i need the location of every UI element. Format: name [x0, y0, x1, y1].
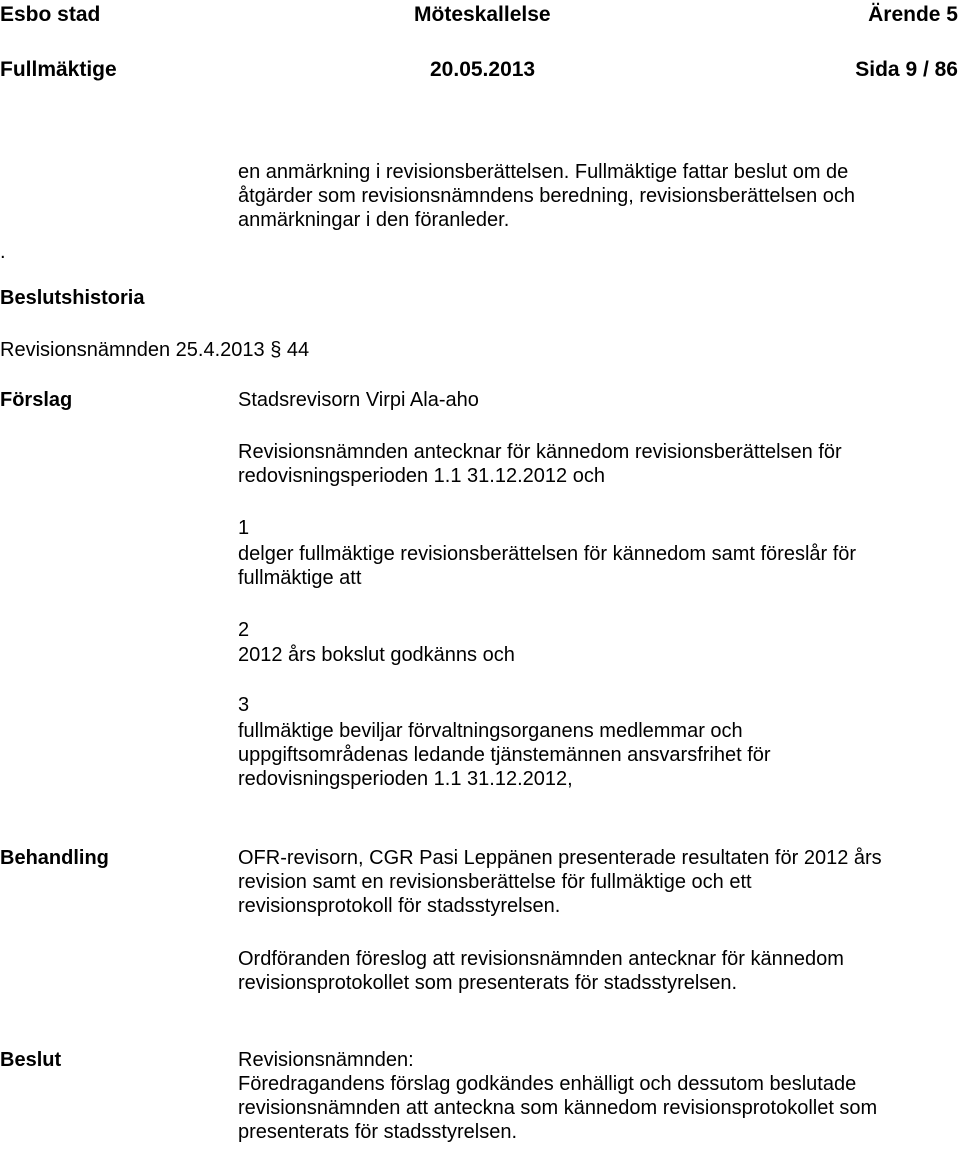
beslut-line: presenterats för stadsstyrelsen. — [238, 1121, 518, 1143]
forslag-intro-line: Revisionsnämnden antecknar för kännedom revisionsberättelsen för — [238, 441, 842, 463]
header-doc-type: Möteskallelse — [414, 3, 551, 26]
forslag-intro — [238, 440, 842, 488]
meeting-label: Revisionsnämnden 25.4.2013 — [0, 339, 265, 361]
forslag-item-1-number: 1 — [238, 517, 250, 539]
forslag-item-2-number: 2 — [238, 619, 250, 641]
behandling-line: revision samt en revisionsberättelse för fullmäktige och ett — [238, 871, 752, 893]
forslag-item-3-text — [238, 719, 771, 791]
forslag-item-2-text — [238, 643, 515, 667]
behandling-label: Behandling — [0, 847, 109, 869]
history-heading: Beslutshistoria — [0, 287, 145, 309]
intro-line: en anmärkning i revisionsberättelsen. Fullmäktige fattar beslut om de — [238, 161, 849, 183]
beslut-line: Föredragandens förslag godkändes enhälligt och dessutom beslutade — [238, 1073, 857, 1095]
header-item: Ärende 5 — [868, 3, 958, 26]
forslag-presenter: Stadsrevisorn Virpi Ala-aho — [238, 389, 479, 411]
behandling-line: revisionsprotokoll för stadsstyrelsen. — [238, 895, 561, 917]
forslag-item-line: uppgiftsområdenas ledande tjänstemännen ansvarsfrihet för — [238, 744, 771, 766]
intro-paragraph — [238, 160, 855, 232]
forslag-item-1-text — [238, 542, 856, 590]
behandling-line: revisionsprotokollet som presenterats för stadsstyrelsen. — [238, 972, 738, 994]
intro-marker: . — [0, 241, 6, 263]
behandling-line: OFR-revisorn, CGR Pasi Leppänen presenterade resultaten för 2012 års — [238, 847, 882, 869]
forslag-label: Förslag — [0, 389, 73, 411]
header-date: 20.05.2013 — [430, 58, 536, 81]
behandling-paragraph-1 — [238, 846, 882, 918]
behandling-line: Ordföranden föreslog att revisionsnämnden antecknar för kännedom — [238, 948, 844, 970]
beslut-line: Revisionsnämnden: — [238, 1049, 414, 1071]
beslut-line: revisionsnämnden att anteckna som kännedom revisionsprotokollet som — [238, 1097, 878, 1119]
forslag-item-line: delger fullmäktige revisionsberättelsen för kännedom samt föreslår för — [238, 543, 857, 565]
forslag-intro-line: redovisningsperioden 1.1 31.12.2012 och — [238, 465, 605, 487]
forslag-item-3-number: 3 — [238, 694, 250, 716]
history-meeting — [0, 338, 309, 362]
behandling-paragraph-2 — [238, 947, 844, 995]
section-sign: § — [270, 339, 282, 361]
forslag-item-line: fullmäktige att — [238, 567, 362, 589]
intro-line: anmärkningar i den föranleder. — [238, 209, 510, 231]
header-page: Sida 9 / 86 — [855, 58, 958, 81]
header-body: Fullmäktige — [0, 58, 117, 81]
meeting-number: 44 — [286, 339, 310, 361]
beslut-paragraph — [238, 1048, 877, 1144]
beslut-label: Beslut — [0, 1049, 62, 1071]
header-org: Esbo stad — [0, 3, 101, 26]
intro-line: åtgärder som revisionsnämndens beredning, revisionsberättelsen och — [238, 185, 856, 207]
forslag-item-line: fullmäktige beviljar förvaltningsorganens medlemmar och — [238, 720, 743, 742]
forslag-item-line: 2012 års bokslut godkänns och — [238, 644, 515, 666]
forslag-item-line: redovisningsperioden 1.1 31.12.2012, — [238, 768, 573, 790]
